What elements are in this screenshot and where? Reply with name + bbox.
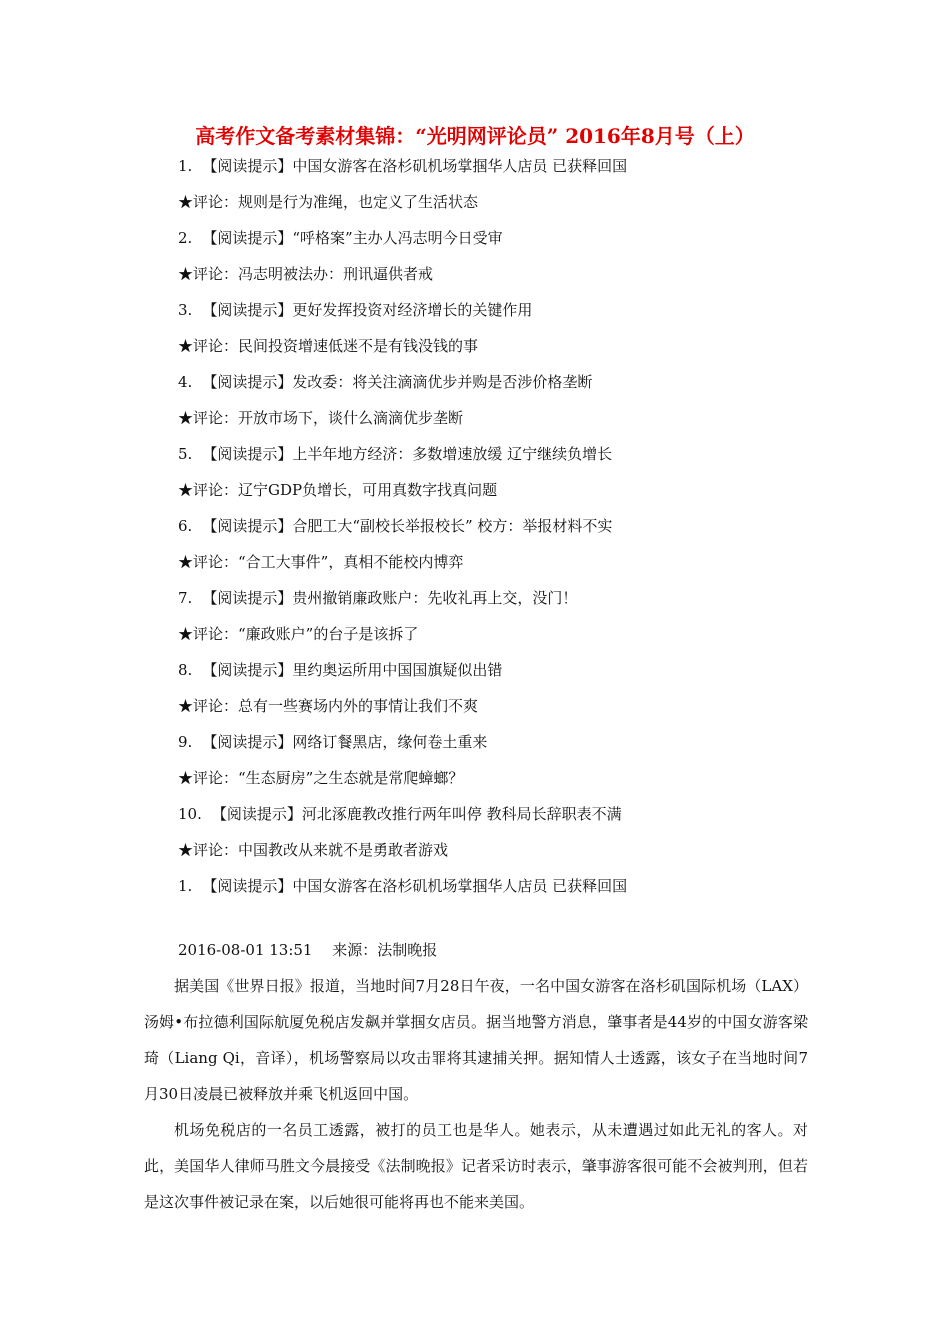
headline-number: 4. (178, 373, 193, 391)
headline-number: 1. (178, 877, 193, 895)
comment-line: ★评论：总有一些赛场内外的事情让我们不爽 (178, 697, 479, 715)
comment-line: ★评论：“廉政账户”的台子是该拆了 (178, 625, 419, 643)
headline-item (178, 724, 838, 760)
headline-text: 【阅读提示】发改委：将关注滴滴优步并购是否涉价格垄断 (202, 373, 593, 391)
headline-text: 【阅读提示】中国女游客在洛杉矶机场掌掴华人店员 已获释回国 (202, 157, 628, 175)
comment-line: ★评论：辽宁GDP负增长，可用真数字找真问题 (178, 481, 498, 499)
headline-text: 【阅读提示】贵州撤销廉政账户：先收礼再上交，没门！ (202, 589, 578, 607)
article-meta: 2016-08-01 13:51 来源：法制晚报 (178, 941, 438, 959)
headline-item (178, 436, 838, 472)
comment-line: ★评论：规则是行为准绳，也定义了生活状态 (178, 193, 479, 211)
headline-item (178, 796, 838, 832)
headline-text: 【阅读提示】更好发挥投资对经济增长的关键作用 (202, 301, 533, 319)
article-paragraph: 机场免税店的一名员工透露，被打的员工也是华人。她表示，从未遭遇过如此无礼的客人。对此，美国华人律师马胜文今晨接受《法制晚报》记者采访时表示，肇事游客很可能不会被判刑，但若是这次事件被记录在案，以后她很可能将再也不能来美国。 (144, 1121, 808, 1211)
headline-item (178, 148, 838, 184)
headline-text: 【阅读提示】河北涿鹿教改推行两年叫停 教科局长辞职表不满 (211, 805, 622, 823)
headline-number: 6. (178, 517, 193, 535)
headline-number: 8. (178, 661, 193, 679)
article-paragraph: 据美国《世界日报》报道，当地时间7月28日午夜，一名中国女游客在洛杉矶国际机场（LAX）汤姆•布拉德利国际航厦免税店发飙并掌掴女店员。据当地警方消息，肇事者是44岁的中国女游客梁琦（Liang Qi，音译），机场警察局以攻击罪将其逮捕关押。据知情人士透露，该女子在当地时间7月30日凌晨已被释放并乘飞机返回中国。 (144, 977, 808, 1103)
comment-line: ★评论：开放市场下，谈什么滴滴优步垄断 (178, 409, 464, 427)
headline-number: 10. (178, 805, 202, 823)
comment-line: ★评论：“生态厨房”之生态就是常爬蟑螂？ (178, 769, 464, 787)
headline-number: 9. (178, 733, 193, 751)
headline-list (178, 148, 838, 904)
comment-line: ★评论：中国教改从来就不是勇敢者游戏 (178, 841, 449, 859)
headline-text: 【阅读提示】上半年地方经济：多数增速放缓 辽宁继续负增长 (202, 445, 613, 463)
headline-item (178, 868, 838, 904)
headline-item (178, 220, 838, 256)
headline-text: 【阅读提示】“呼格案”主办人冯志明今日受审 (202, 229, 503, 247)
headline-item (178, 508, 838, 544)
headline-number: 1. (178, 157, 193, 175)
comment-line: ★评论：冯志明被法办：刑讯逼供者戒 (178, 265, 434, 283)
headline-item (178, 292, 838, 328)
article-section (144, 932, 808, 1220)
document-title: 高考作文备考素材集锦：“光明网评论员” 2016年8月号（上） (195, 124, 755, 148)
headline-text: 【阅读提示】合肥工大“副校长举报校长” 校方：举报材料不实 (202, 517, 613, 535)
headline-item (178, 364, 838, 400)
headline-item (178, 652, 838, 688)
headline-text: 【阅读提示】里约奥运所用中国国旗疑似出错 (202, 661, 503, 679)
headline-text: 【阅读提示】中国女游客在洛杉矶机场掌掴华人店员 已获释回国 (202, 877, 628, 895)
headline-number: 5. (178, 445, 193, 463)
headline-number: 7. (178, 589, 193, 607)
headline-text: 【阅读提示】网络订餐黑店，缘何卷土重来 (202, 733, 488, 751)
headline-number: 3. (178, 301, 193, 319)
comment-line: ★评论：“合工大事件”，真相不能校内博弈 (178, 553, 464, 571)
comment-line: ★评论：民间投资增速低迷不是有钱没钱的事 (178, 337, 479, 355)
headline-number: 2. (178, 229, 193, 247)
headline-item (178, 580, 838, 616)
